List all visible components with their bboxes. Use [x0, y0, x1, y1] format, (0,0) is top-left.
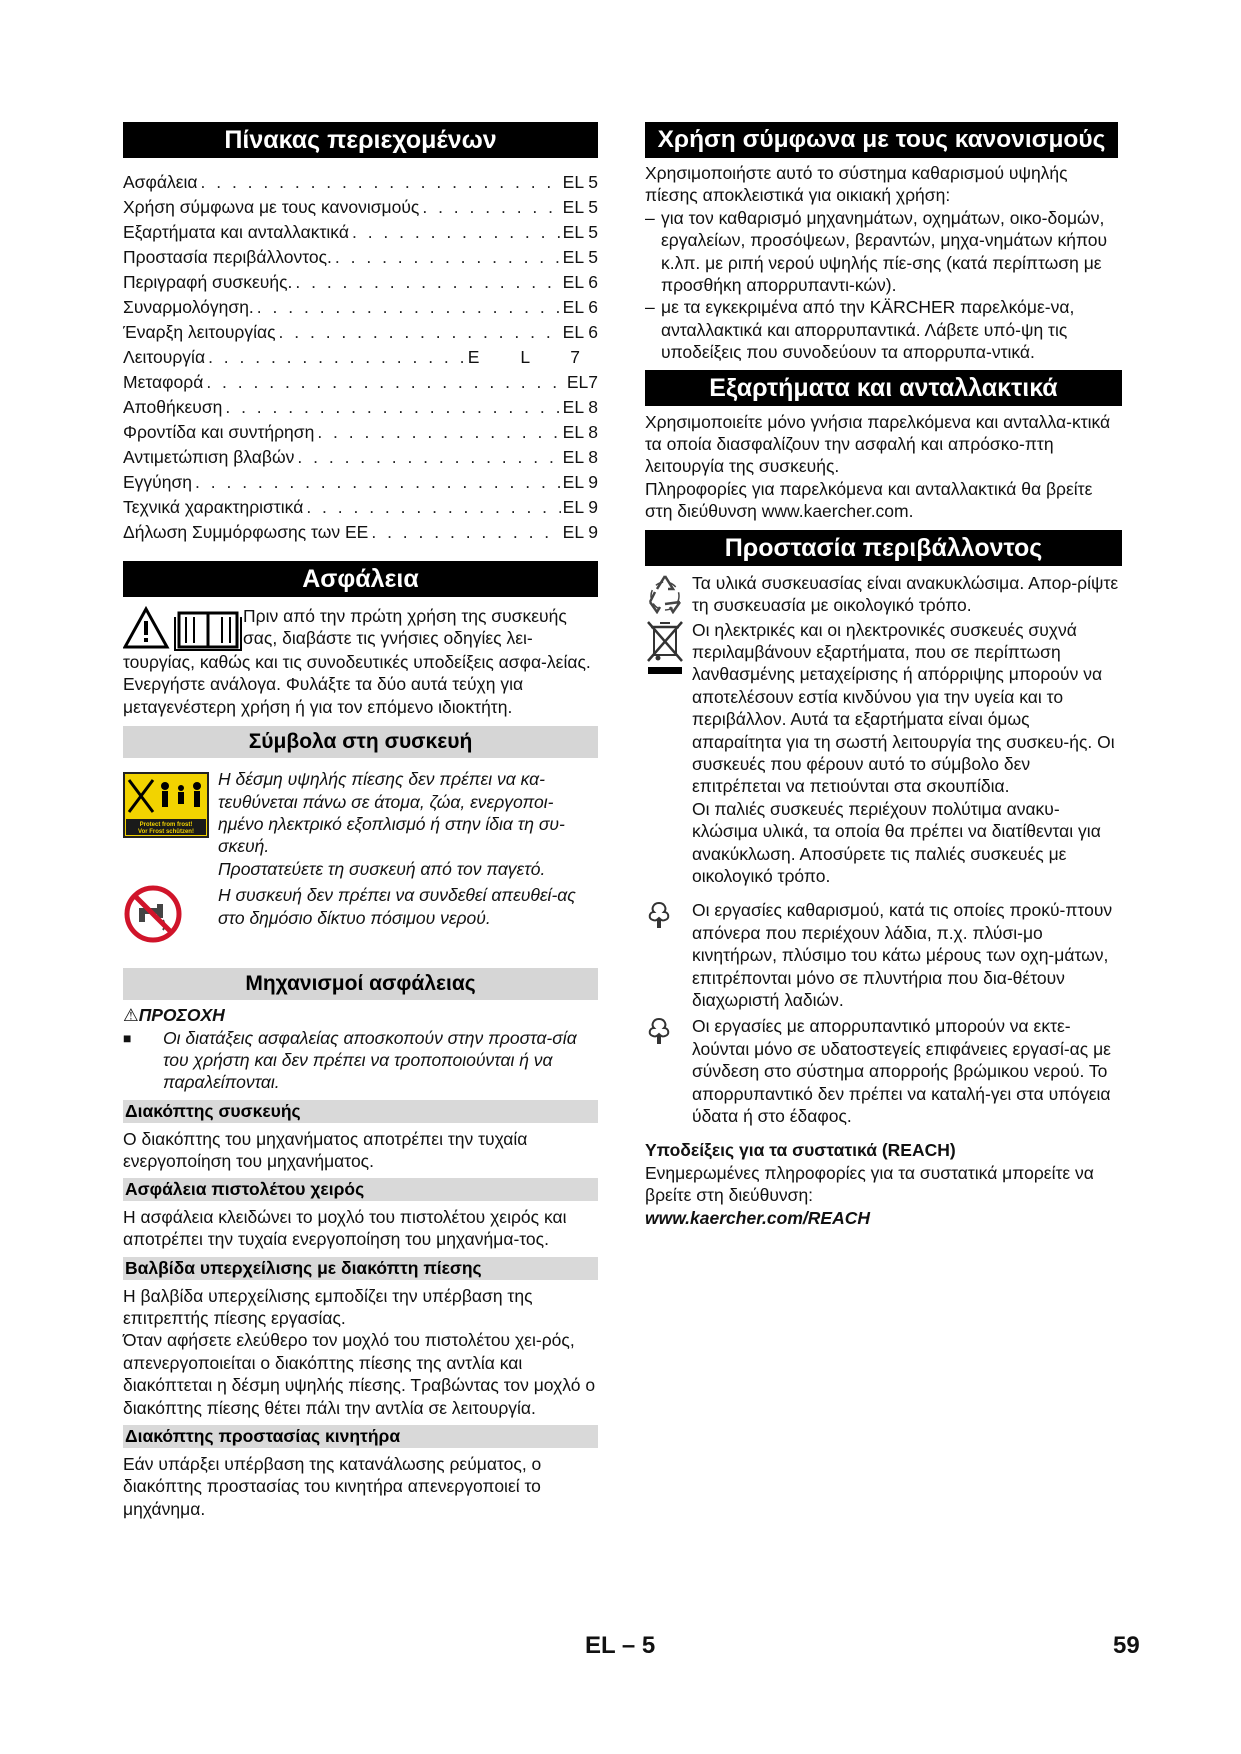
safety-intro [123, 605, 598, 718]
bullet-square-icon: ■ [123, 1029, 132, 1046]
symbol-row-water [123, 884, 598, 944]
recycling-icon [645, 572, 685, 614]
reach-heading: Υποδείξεις για τα συστατικά (REACH) [645, 1140, 956, 1161]
right-column [645, 122, 1122, 1229]
left-column [123, 122, 598, 1520]
toc-item: Ασφάλεια . . . EL 5 [123, 170, 598, 195]
svg-text:Protect from frost!: Protect from frost! [139, 822, 193, 829]
safety-icons [123, 605, 243, 651]
symbol-text-water: Η συσκευή δεν πρέπει να συνδεθεί απευθεί-ας στο δημόσιο δίκτυο πόσιμου νερού. [218, 885, 576, 928]
symbol-text-jet: Η δέσμη υψηλής πίεσης δεν πρέπει να κα-τευθύνεται πάνω σε άτομα, ζώα, ενεργοποι-ημένο ηλεκτρικό εξοπλισμό ή στην ίδια τη συ-σκευή. [218, 769, 565, 857]
toc-item: Φροντίδα και συντήρηση . . . EL 8 [123, 420, 598, 445]
toc-item: Εξαρτήματα και ανταλλακτικά . . . EL 5 [123, 220, 598, 245]
toc-item: Μεταφορά . . . EL7 [123, 370, 598, 395]
reach-url: www.kaercher.com/REACH [645, 1207, 870, 1228]
overflow-valve-text-b: Όταν αφήσετε ελεύθερο τον μοχλό του πιστολέτου χει-ρός, απενεργοποιείται ο διακόπτης πίεσης της αντλία και διακόπτεται η δέσμη υψηλής πίεσης. Τραβώντας τον μοχλό ο διακόπτης πίεσης θέτει πάλι την αντλία σε λειτουργία. [123, 1330, 596, 1418]
toc-item: Περιγραφή συσκευής. . . . EL 6 [123, 270, 598, 295]
crossed-out-wheelie-bin-icon [645, 619, 685, 675]
symbol-row-frost [123, 768, 598, 880]
dash-bullet: – [645, 207, 655, 228]
motor-protection-heading: Διακόπτης προστασίας κινητήρα [123, 1425, 598, 1448]
safety-intro-line-b: σας, διαβάστε τις γνήσιες οδηγίες λει- [243, 628, 533, 649]
toc-item: Συναρμολόγηση. . . . EL 6 [123, 295, 598, 320]
overflow-valve-heading: Βαλβίδα υπερχείλισης με διακόπτη πίεσης [123, 1257, 598, 1280]
env-weee-row [645, 619, 1122, 888]
caution-triangle-icon: ⚠ [123, 1005, 139, 1026]
toc-item: Εγγύηση . . . EL 9 [123, 470, 598, 495]
footer-section-label: EL – 5 [585, 1632, 656, 1659]
table-of-contents [123, 170, 598, 545]
environment-heading: Προστασία περιβάλλοντος [645, 530, 1122, 566]
caution-text: Οι διατάξεις ασφαλείας αποσκοπούν στην προστα-σία του χρήστη και δεν πρέπει να τροποποιούνται ή να παραλείπονται. [163, 1027, 577, 1093]
detergent-environment-icon [645, 1017, 673, 1045]
oil-water-environment-icon [645, 901, 673, 929]
gun-safety-heading: Ασφάλεια πιστολέτου χειρός [123, 1178, 598, 1201]
env-text-old-devices: Οι παλιές συσκευές περιέχουν πολύτιμα ανακυ-κλώσιμα υλικά, τα οποία θα πρέπει να διατίθενται για ανακύκλωση. Αποσύρετε τις παλιές συσκευές με οικολογικό τρόπο. [692, 798, 1101, 886]
accessories-text-2: Πληροφορίες για παρελκόμενα και ανταλλακτικά θα βρείτε στη διεύθυνση www.kaercher.com. [645, 478, 1093, 522]
frost-warning-label-icon [123, 772, 209, 838]
safety-heading: Ασφάλεια [123, 561, 598, 597]
env-detergent-row [645, 1015, 1122, 1127]
safety-intro-rest: τουργίας, καθώς και τις συνοδευτικές υποδείξεις ασφα-λείας. Ενεργήστε ανάλογα. Φυλάξτε τα δύο αυτά τεύχη για μεταγενέστερη χρήση ή για τον επόμενο ιδιοκτήτη. [123, 652, 591, 717]
toc-heading: Πίνακας περιεχομένων [123, 122, 598, 158]
toc-item: Έναρξη λειτουργίας . . . EL 6 [123, 320, 598, 345]
safety-intro-line-a: Πριν από την πρώτη χρήση της συσκευής [243, 606, 567, 626]
env-oil-row [645, 899, 1122, 1011]
toc-item: Αποθήκευση . . . EL 8 [123, 395, 598, 420]
read-manual-book-icon [175, 613, 241, 650]
caution-label: ⚠ΠΡΟΣΟΧΗ [123, 1005, 225, 1026]
caution-block [123, 1004, 598, 1094]
device-switch-text: Ο διακόπτης του μηχανήματος αποτρέπει την τυχαία ενεργοποίηση του μηχανήματος. [123, 1128, 528, 1172]
footer-page-number: 59 [1113, 1632, 1140, 1659]
env-text-oil: Οι εργασίες καθαρισμού, κατά τις οποίες προκύ-πτουν απόνερα που περιέχουν λάδια, π.χ. πλύσι-μο κινητήρων, πλύσιμο του κάτω μέρους των οχη-μάτων, επιτρέπονται μόνο σε πλυντήρια που δια-θέτουν διαχωριστή λαδιών. [692, 900, 1113, 1010]
dash-bullet: – [645, 297, 655, 318]
toc-item: Λειτουργία . . . E L 7 [123, 345, 598, 370]
usage-item: – με τα εγκεκριμένα από την KÄRCHER παρελκόμε-να, ανταλλακτικά και απορρυπαντικά. Λάβετε υπό-ψη τις υποδείξεις που συνοδεύουν τα απορρυπα-ντικά. [645, 297, 1075, 363]
toc-item: Προστασία περιβάλλοντος. . . . EL 5 [123, 245, 598, 270]
toc-item: Χρήση σύμφωνα με τους κανονισμούς . . . EL 5 [123, 195, 598, 220]
svg-text:Vor Frost schützen!: Vor Frost schützen! [138, 829, 194, 836]
symbols-heading: Σύμβολα στη συσκευή [123, 726, 598, 758]
mechanisms-heading: Μηχανισμοί ασφάλειας [123, 968, 598, 1000]
toc-item: Τεχνικά χαρακτηριστικά . . . EL 9 [123, 495, 598, 520]
symbol-text-frost: Προστατεύετε τη συσκευή από τον παγετό. [218, 858, 546, 879]
motor-protection-text: Εάν υπάρξει υπέρβαση της κατανάλωσης ρεύματος, ο διακόπτης προστασίας του κινητήρα απενεργοποιεί το μηχάνημα. [123, 1453, 542, 1519]
toc-item: Δήλωση Συμμόρφωσης των ΕΕ . . . EL 9 [123, 520, 598, 545]
env-recycle-row [645, 572, 1122, 617]
no-drinking-water-connection-icon [123, 884, 183, 944]
usage-item: – για τον καθαρισμό μηχανημάτων, οχημάτων, οικο-δομών, εργαλείων, προσόψεων, βεραντών, μηχα-νημάτων κήπου κ.λπ. με ριπή νερού υψηλής πίε-σης (κατά περίπτωση με προσθήκη απορρυπαντι-κών). [645, 207, 1108, 296]
env-text-detergent: Οι εργασίες με απορρυπαντικό μπορούν να εκτε-λούνται μόνο σε υδατοστεγείς επιφάνειες εργασί-ας με σύνδεση στο σύστημα απορροής βρώμικου νερού. Το απορρυπαντικό δεν πρέπει να καταλή-γει στα υπόγεια ύδατα ή στο έδαφος. [692, 1016, 1111, 1127]
reach-text: Ενημερωμένες πληροφορίες για τα συστατικά μπορείτε να βρείτε στη διεύθυνση: [645, 1162, 1094, 1206]
accessories-text-1: Χρησιμοποιείτε μόνο γνήσια παρελκόμενα και ανταλλα-κτικά τα οποία διασφαλίζουν την ασφαλή και απρόσκο-πτη λειτουργία της συσκευής. [645, 411, 1111, 477]
gun-safety-text: Η ασφάλεια κλειδώνει το μοχλό του πιστολέτου χειρός και αποτρέπει την τυχαία ενεργοποίηση του μηχανήμα-τος. [123, 1206, 567, 1250]
device-switch-heading: Διακόπτης συσκευής [123, 1100, 598, 1123]
overflow-valve-text-a: Η βαλβίδα υπερχείλισης εμποδίζει την υπέρβαση της επιτρεπτής πίεσης εργασίας. [123, 1285, 533, 1328]
warning-triangle-icon [125, 609, 167, 647]
env-text-packaging: Τα υλικά συσκευασίας είναι ανακυκλώσιμα. Απορ-ρίψτε τη συσκευασία με οικολογικό τρόπο. [692, 572, 1119, 616]
env-text-electrical: Οι ηλεκτρικές και οι ηλεκτρονικές συσκευές συχνά περιλαμβάνουν εξαρτήματα, που σε περίπτωση λανθασμένης μεταχείρισης ή απόρριψης μπορούν να αποτελέσουν εστία κινδύνου για την υγεία και το περιβάλλον. Αυτά τα εξαρτήματα είναι όμως απαραίτητα για τη σωστή λειτουργία της συσκευ-ής. Οι συσκευές που φέρουν αυτό το σύμβολο δεν επιτρέπεται να πετιούνται στα σκουπίδια. [692, 619, 1115, 797]
toc-item: Αντιμετώπιση βλαβών . . . EL 8 [123, 445, 598, 470]
usage-heading: Χρήση σύμφωνα με τους κανονισμούς [645, 122, 1118, 158]
usage-intro: Χρησιμοποιήστε αυτό το σύστημα καθαρισμού υψηλής πίεσης αποκλειστικά για οικιακή χρήση: [645, 163, 1068, 206]
accessories-heading: Εξαρτήματα και ανταλλακτικά [645, 370, 1122, 406]
